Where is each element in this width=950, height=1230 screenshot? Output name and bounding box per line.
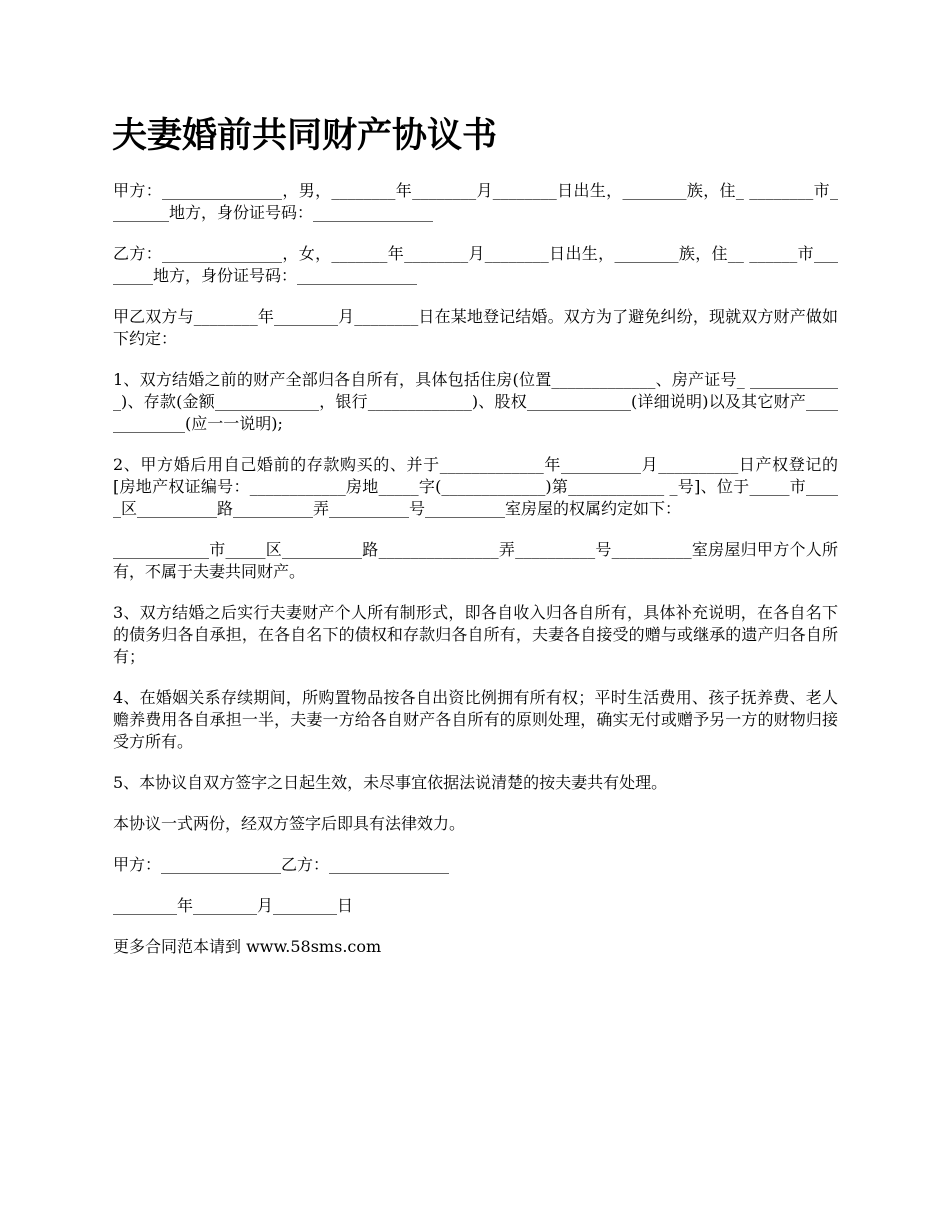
party-b-info: 乙方：_______________，女，_______年________月________日出生，________族，住__ ______市________地方，身份证号码：_______________ <box>113 244 838 285</box>
document-body <box>113 180 838 977</box>
clause-3: 3、双方结婚之后实行夫妻财产个人所有制形式，即各自收入归各自所有，具体补充说明，在各自名下的债务归各自承担，在各自名下的债权和存款归各自所有，夫妻各自接受的赠与或继承的遗产归各自所有； <box>113 603 838 666</box>
document-title: 夫妻婚前共同财产协议书 <box>112 115 498 156</box>
party-a-info: 甲方：_______________，男，________年________月________日出生，________族，住_ ________市________地方，身份证号码：_______________ <box>113 181 838 222</box>
marriage-registration-clause: 甲乙双方与________年________月________日在某地登记结婚。双方为了避免纠纷，现就双方财产做如下约定： <box>113 307 838 348</box>
signature-line: 甲方：_______________乙方：_______________ <box>113 855 450 874</box>
date-line: ________年________月________日 <box>113 896 354 915</box>
clause-2-detail: ____________市_____区__________路_______________弄__________号__________室房屋归甲方个人所有，不属于夫妻共同财产。 <box>113 540 838 581</box>
clause-4: 4、在婚姻关系存续期间，所购置物品按各自出资比例拥有所有权；平时生活费用、孩子抚养费、老人赡养费用各自承担一半，夫妻一方给各自财产各自所有的原则处理，确实无付或赠予另一方的财物归接受方所有。 <box>113 688 838 751</box>
clause-1: 1、双方结婚之前的财产全部归各自所有，具体包括住房(位置_____________、房产证号_ ____________)、存款(金额_____________，银行_____________)、股权_____________(详细说明)以及其它财产_____________(应一一说明); <box>113 370 838 433</box>
footer-link-text: 更多合同范本请到 www.58sms.com <box>113 937 382 956</box>
copies-statement: 本协议一式两份，经双方签字后即具有法律效力。 <box>113 814 466 833</box>
clause-5: 5、本协议自双方签字之日起生效，未尽事宜依据法说清楚的按夫妻共有处理。 <box>113 773 668 792</box>
clause-2: 2、甲方婚后用自己婚前的存款购买的、并于_____________年__________月__________日产权登记的[房地产权证编号：____________房地_____字(_____________)第____________ _号]、位于_____市_____区__________路__________弄__________号__________室房屋的权属约定如下： <box>113 455 838 518</box>
